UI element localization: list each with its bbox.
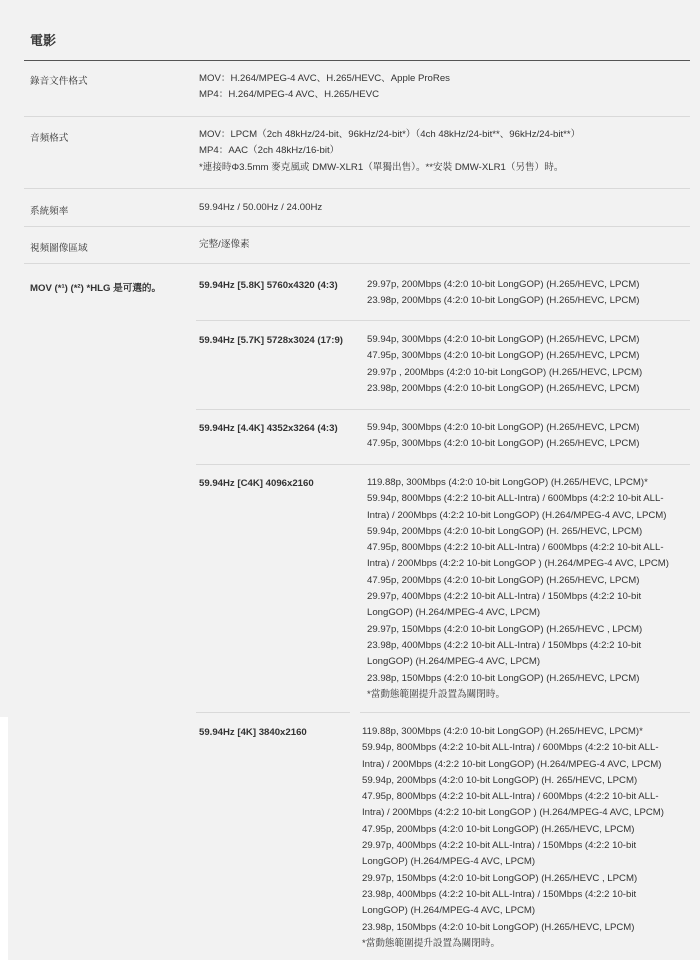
rate-line: 47.95p, 800Mbps (4:2:2 10-bit ALL-Intra) / 600Mbps (4:2:2 10-bit ALL- — [362, 791, 659, 803]
rate-line: 119.88p, 300Mbps (4:2:0 10-bit LongGOP) (H.265/HEVC, LPCM)* — [362, 726, 643, 737]
rate-footnote: *當動態範圍提升設置為關閉時。 — [362, 937, 501, 949]
mode-divider — [196, 712, 350, 713]
audio-format-line: MP4：AAC（2ch 48kHz/16-bit） — [199, 145, 340, 157]
rate-line: 29.97p , 200Mbps (4:2:0 10-bit LongGOP) (H.265/HEVC, LPCM) — [367, 366, 643, 378]
mode-name: 59.94Hz [4K] 3840x2160 — [199, 727, 307, 738]
system-frequency-value — [199, 200, 322, 216]
rate-line: 119.88p, 300Mbps (4:2:0 10-bit LongGOP) (H.265/HEVC, LPCM)* — [367, 477, 648, 488]
rate-line: 59.94p, 300Mbps (4:2:0 10-bit LongGOP) (H.265/HEVC, LPCM) — [367, 334, 640, 345]
rate-line: Intra) / 200Mbps (4:2:2 10-bit LongGOP ) (H.264/MPEG-4 AVC, LPCM) — [367, 558, 669, 570]
rate-line: 47.95p, 800Mbps (4:2:2 10-bit ALL-Intra) / 600Mbps (4:2:2 10-bit ALL- — [367, 542, 664, 554]
rate-line: 23.98p, 400Mbps (4:2:2 10-bit ALL-Intra) / 150Mbps (4:2:2 10-bit — [367, 639, 642, 651]
rate-line: 47.95p, 300Mbps (4:2:0 10-bit LongGOP) (H.265/HEVC, LPCM) — [367, 350, 640, 362]
rate-line: 59.94p, 200Mbps (4:2:0 10-bit LongGOP) (H. 265/HEVC, LPCM) — [367, 525, 643, 537]
row-divider — [24, 226, 690, 227]
rate-line: 29.97p, 150Mbps (4:2:0 10-bit LongGOP) (H.265/HEVC , LPCM) — [362, 872, 638, 884]
rate-line: 59.94p, 200Mbps (4:2:0 10-bit LongGOP) (H. 265/HEVC, LPCM) — [362, 774, 638, 786]
rate-line: 59.94p, 800Mbps (4:2:2 10-bit ALL-Intra) / 600Mbps (4:2:2 10-bit ALL- — [362, 742, 659, 754]
mode-divider — [196, 320, 690, 321]
video-area-line: 完整/逐像素 — [199, 239, 250, 250]
recording-format-label: 錄音文件格式 — [30, 76, 88, 87]
system-frequency-label: 系統頻率 — [30, 206, 69, 217]
rate-line: Intra) / 200Mbps (4:2:2 10-bit LongGOP) (H.264/MPEG-4 AVC, LPCM) — [362, 758, 662, 770]
rate-line: 23.98p, 150Mbps (4:2:0 10-bit LongGOP) (H.265/HEVC, LPCM) — [367, 672, 640, 684]
mode-rates — [367, 475, 669, 703]
rate-line: LongGOP) (H.264/MPEG-4 AVC, LPCM) — [367, 607, 541, 619]
rate-line: LongGOP) (H.264/MPEG-4 AVC, LPCM) — [362, 905, 536, 917]
recording-format-values — [199, 71, 450, 104]
rate-line: 23.98p, 200Mbps (4:2:0 10-bit LongGOP) (H.265/HEVC, LPCM) — [367, 382, 640, 394]
rate-line: 29.97p, 400Mbps (4:2:2 10-bit ALL-Intra) / 150Mbps (4:2:2 10-bit — [362, 840, 637, 852]
rate-line: 29.97p, 200Mbps (4:2:0 10-bit LongGOP) (H.265/HEVC, LPCM) — [367, 279, 640, 290]
recording-format-line: MP4：H.264/MPEG-4 AVC、H.265/HEVC — [199, 89, 380, 101]
rate-line: 59.94p, 300Mbps (4:2:0 10-bit LongGOP) (H.265/HEVC, LPCM) — [367, 422, 640, 433]
rate-line: 23.98p, 400Mbps (4:2:2 10-bit ALL-Intra) / 150Mbps (4:2:2 10-bit — [362, 888, 637, 900]
row-divider — [24, 188, 690, 189]
audio-format-label: 音頻格式 — [30, 133, 69, 144]
recording-format-line: MOV：H.264/MPEG-4 AVC、H.265/HEVC、Apple ProRes — [199, 73, 450, 84]
rate-line: 47.95p, 200Mbps (4:2:0 10-bit LongGOP) (H.265/HEVC, LPCM) — [367, 574, 640, 586]
row-divider — [24, 263, 690, 264]
audio-format-line: MOV：LPCM（2ch 48kHz/24-bit、96kHz/24-bit*）（4ch 48kHz/24-bit**、96kHz/24-bit**） — [199, 129, 581, 140]
mode-divider — [196, 464, 690, 465]
video-area-value — [199, 237, 250, 253]
rate-line: 23.98p, 150Mbps (4:2:0 10-bit LongGOP) (H.265/HEVC, LPCM) — [362, 921, 635, 933]
mode-rates — [367, 332, 642, 397]
mode-rates — [367, 277, 640, 310]
row-divider — [24, 116, 690, 117]
video-area-label: 視頻圖像區域 — [30, 243, 88, 254]
rate-line: 23.98p, 200Mbps (4:2:0 10-bit LongGOP) (H.265/HEVC, LPCM) — [367, 295, 640, 307]
rate-line: 29.97p, 400Mbps (4:2:2 10-bit ALL-Intra) / 150Mbps (4:2:2 10-bit — [367, 591, 642, 603]
rate-line: Intra) / 200Mbps (4:2:2 10-bit LongGOP) (H.264/MPEG-4 AVC, LPCM) — [367, 509, 667, 521]
rate-footnote: *當動態範圍提升設置為關閉時。 — [367, 688, 506, 700]
rate-line: Intra) / 200Mbps (4:2:2 10-bit LongGOP ) (H.264/MPEG-4 AVC, LPCM) — [362, 807, 664, 819]
mov-label: MOV (*¹) (*²) *HLG 是可選的。 — [30, 283, 162, 294]
rate-line: LongGOP) (H.264/MPEG-4 AVC, LPCM) — [367, 656, 541, 668]
system-frequency-line: 59.94Hz / 50.00Hz / 24.00Hz — [199, 202, 323, 213]
section-title: 電影 — [30, 33, 57, 48]
mode-rates — [362, 724, 664, 952]
title-divider — [24, 60, 690, 61]
rate-line: LongGOP) (H.264/MPEG-4 AVC, LPCM) — [362, 856, 536, 868]
mode-divider — [196, 409, 690, 410]
rate-line: 47.95p, 200Mbps (4:2:0 10-bit LongGOP) (H.265/HEVC, LPCM) — [362, 823, 635, 835]
mode-divider — [360, 712, 690, 713]
mode-name: 59.94Hz [5.7K] 5728x3024 (17:9) — [199, 335, 343, 346]
mode-name: 59.94Hz [C4K] 4096x2160 — [199, 478, 314, 489]
mode-name: 59.94Hz [4.4K] 4352x3264 (4:3) — [199, 423, 338, 434]
rate-line: 59.94p, 800Mbps (4:2:2 10-bit ALL-Intra) / 600Mbps (4:2:2 10-bit ALL- — [367, 493, 664, 505]
audio-format-footnote: *連接時Φ3.5mm 麥克風或 DMW-XLR1（單獨出售）。**安裝 DMW-XLR1（另售）時。 — [199, 161, 564, 173]
audio-format-values — [199, 127, 580, 176]
rate-line: 29.97p, 150Mbps (4:2:0 10-bit LongGOP) (H.265/HEVC , LPCM) — [367, 623, 643, 635]
mode-rates — [367, 420, 640, 453]
rate-line: 47.95p, 300Mbps (4:2:0 10-bit LongGOP) (H.265/HEVC, LPCM) — [367, 438, 640, 450]
mode-name: 59.94Hz [5.8K] 5760x4320 (4:3) — [199, 280, 338, 291]
